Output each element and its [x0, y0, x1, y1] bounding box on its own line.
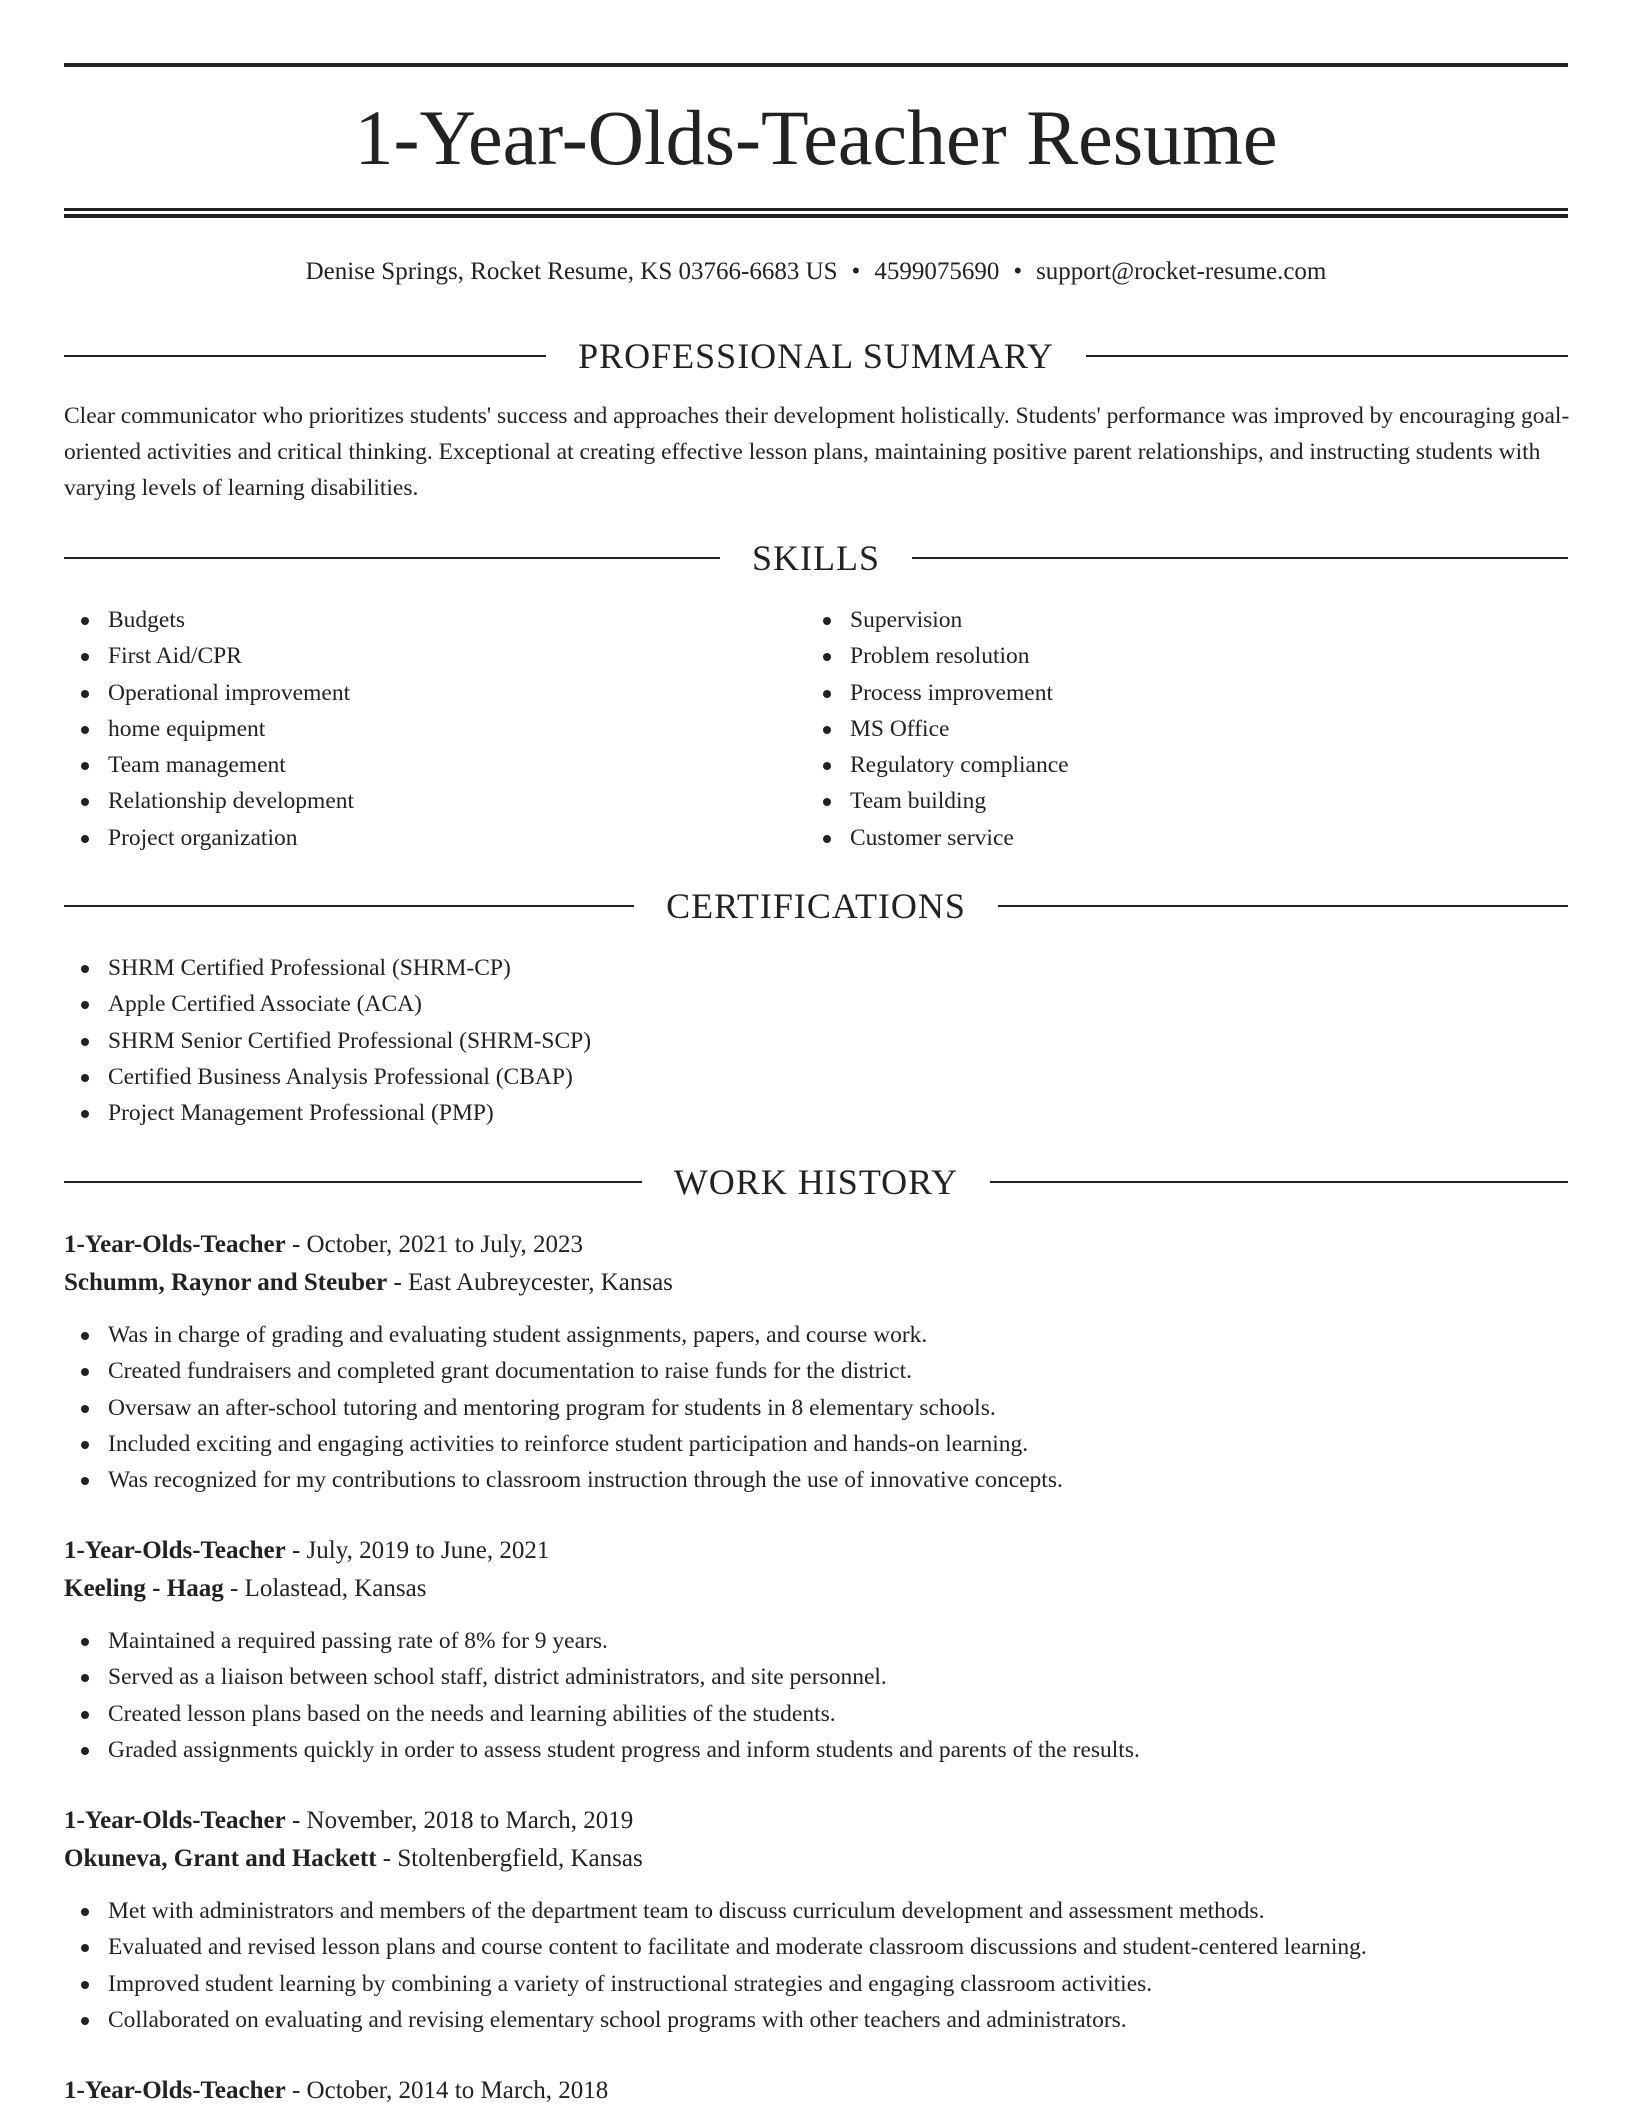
contact-email: support@rocket-resume.com	[1036, 258, 1327, 285]
job-title-line	[64, 2072, 1574, 2110]
contact-separator: •	[1013, 258, 1023, 285]
page-title: 1-Year-Olds-Teacher Resume	[354, 94, 1278, 181]
heading-rule	[990, 1181, 1568, 1183]
skill-item: MS Office	[806, 711, 1506, 747]
job-entry	[64, 1802, 1574, 2038]
skill-item: Regulatory compliance	[806, 747, 1506, 783]
job-duty-item: Graded assignments quickly in order to assess student progress and inform students and parents of the results.	[64, 1732, 1574, 1768]
heading-rule	[912, 557, 1568, 559]
job-duty-item: Created fundraisers and completed grant documentation to raise funds for the district.	[64, 1353, 1574, 1389]
job-location: - Lolastead, Kansas	[223, 1575, 427, 1602]
certifications-heading	[64, 884, 1568, 928]
heading-rule	[64, 1181, 642, 1183]
skill-item: Project organization	[64, 820, 764, 856]
job-title-line	[64, 1532, 1574, 1570]
job-duties	[64, 1893, 1574, 2038]
job-duty-item: Served as a liaison between school staff, district administrators, and site personnel.	[64, 1659, 1574, 1695]
skills-heading	[64, 536, 1568, 580]
skill-item: Supervision	[806, 602, 1506, 638]
work-history-heading-label: WORK HISTORY	[673, 1162, 959, 1202]
job-company: Keeling - Haag	[64, 1575, 224, 1602]
job-entry	[64, 1532, 1574, 1768]
job-duty-item: Created lesson plans based on the needs and learning abilities of the students.	[64, 1696, 1574, 1732]
top-rule	[64, 63, 1568, 67]
certification-item: SHRM Senior Certified Professional (SHRM-SCP)	[64, 1023, 1464, 1059]
certifications-list	[64, 950, 1464, 1131]
contact-phone: 4599075690	[874, 258, 1000, 285]
job-duty-item: Was in charge of grading and evaluating student assignments, papers, and course work.	[64, 1317, 1574, 1353]
job-role: 1-Year-Olds-Teacher	[64, 2077, 286, 2104]
job-duty-item: Included exciting and engaging activities to reinforce student participation and hands-on learning.	[64, 1426, 1574, 1462]
skill-item: home equipment	[64, 711, 764, 747]
summary-heading-label: PROFESSIONAL SUMMARY	[578, 336, 1054, 376]
job-entry	[64, 2072, 1574, 2110]
certification-item: Certified Business Analysis Professional (CBAP)	[64, 1059, 1464, 1095]
job-location: - Stoltenbergfield, Kansas	[376, 1845, 643, 1872]
job-duty-item: Met with administrators and members of the department team to discuss curriculum development and assessment methods.	[64, 1893, 1574, 1929]
job-title-line	[64, 1226, 1574, 1264]
summary-text: Clear communicator who prioritizes students' success and approaches their development holistically. Students' performance was improved by encouraging goal-oriented activities and critical thinking. Exceptional at creating effective lesson plans, maintaining positive parent relationships, and instructing students with varying levels of learning disabilities.	[64, 403, 1570, 501]
contact-separator: •	[851, 258, 861, 285]
contact-address: Denise Springs, Rocket Resume, KS 03766-6683 US	[305, 258, 838, 285]
heading-rule	[1086, 355, 1568, 357]
job-duty-item: Improved student learning by combining a variety of instructional strategies and engaging classroom activities.	[64, 1966, 1574, 2002]
certification-item: Apple Certified Associate (ACA)	[64, 986, 1464, 1022]
job-role: 1-Year-Olds-Teacher	[64, 1807, 286, 1834]
skill-item: Process improvement	[806, 675, 1506, 711]
skill-item: First Aid/CPR	[64, 638, 764, 674]
job-duty-item: Was recognized for my contributions to classroom instruction through the use of innovative concepts.	[64, 1462, 1574, 1498]
heading-rule	[998, 905, 1568, 907]
job-location: - East Aubreycester, Kansas	[387, 1269, 673, 1296]
job-company: Schumm, Raynor and Steuber	[64, 1269, 388, 1296]
heading-rule	[64, 905, 634, 907]
work-history-heading	[64, 1160, 1568, 1204]
job-dates: - October, 2021 to July, 2023	[285, 1231, 584, 1258]
job-entry	[64, 1226, 1574, 1498]
job-title-line	[64, 1802, 1574, 1840]
job-duty-item: Maintained a required passing rate of 8% for 9 years.	[64, 1623, 1574, 1659]
skill-item: Problem resolution	[806, 638, 1506, 674]
job-duties	[64, 1317, 1574, 1498]
summary-heading	[64, 334, 1568, 378]
job-role: 1-Year-Olds-Teacher	[64, 1537, 286, 1564]
job-company-line	[64, 1570, 1574, 1608]
skill-item: Operational improvement	[64, 675, 764, 711]
certifications-heading-label: CERTIFICATIONS	[666, 886, 966, 926]
skills-column-left	[64, 602, 764, 856]
job-company: Okuneva, Grant and Hackett	[64, 1845, 377, 1872]
contact-line	[64, 254, 1568, 290]
skill-item: Team building	[806, 783, 1506, 819]
job-duties	[64, 1623, 1574, 1768]
skill-item: Team management	[64, 747, 764, 783]
skills-heading-label: SKILLS	[752, 538, 881, 578]
skill-item: Budgets	[64, 602, 764, 638]
skill-item: Customer service	[806, 820, 1506, 856]
heading-rule	[64, 355, 546, 357]
certification-item: Project Management Professional (PMP)	[64, 1095, 1464, 1131]
job-dates: - October, 2014 to March, 2018	[285, 2077, 609, 2104]
job-company-line	[64, 1840, 1574, 1878]
skill-item: Relationship development	[64, 783, 764, 819]
job-duty-item: Oversaw an after-school tutoring and mentoring program for students in 8 elementary schools.	[64, 1390, 1574, 1426]
job-dates: - July, 2019 to June, 2021	[285, 1537, 550, 1564]
job-role: 1-Year-Olds-Teacher	[64, 1231, 286, 1258]
heading-rule	[64, 557, 720, 559]
title-double-rule	[64, 208, 1568, 218]
job-company-line	[64, 1264, 1574, 1302]
certification-item: SHRM Certified Professional (SHRM-CP)	[64, 950, 1464, 986]
skills-column-right	[806, 602, 1506, 856]
job-dates: - November, 2018 to March, 2019	[285, 1807, 634, 1834]
job-duty-item: Evaluated and revised lesson plans and course content to facilitate and moderate classroom discussions and student-centered learning.	[64, 1929, 1574, 1965]
job-duty-item: Collaborated on evaluating and revising elementary school programs with other teachers and administrators.	[64, 2002, 1574, 2038]
